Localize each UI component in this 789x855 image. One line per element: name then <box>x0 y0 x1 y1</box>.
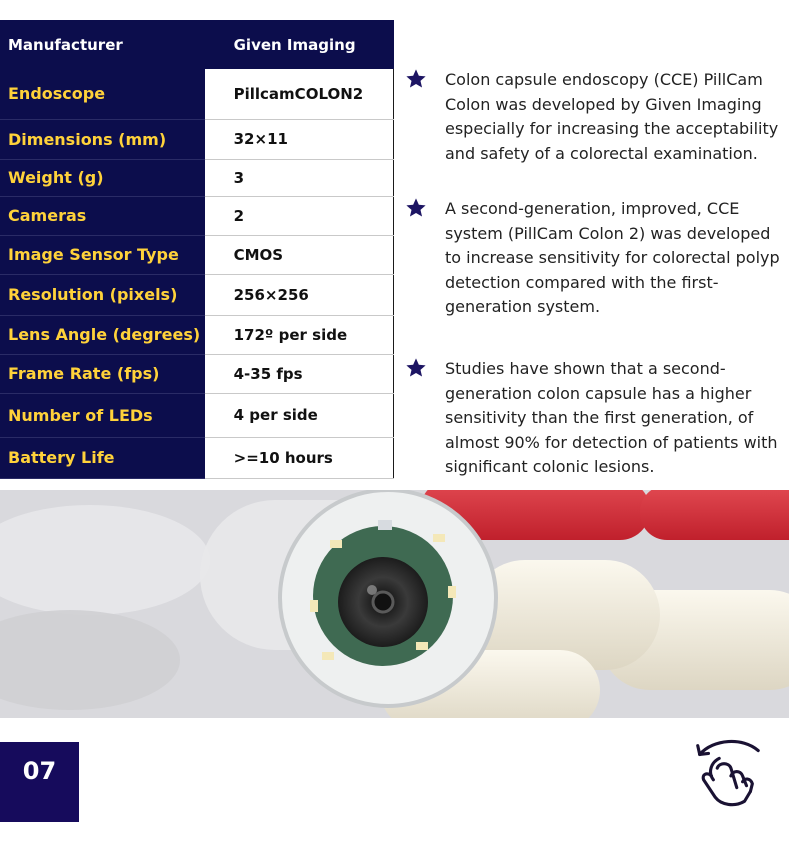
table-row <box>0 354 394 393</box>
star-icon <box>405 357 427 379</box>
table-row <box>0 196 394 235</box>
row-value: CMOS <box>205 235 394 274</box>
star-icon <box>405 197 427 219</box>
table-row <box>0 315 394 354</box>
bullet-text: A second-generation, improved, CCE system (PillCam Colon 2) was developed to increase sensitivity for colorectal polyp detection compared with the first-generation system. <box>445 199 780 317</box>
row-key: Image Sensor Type <box>0 235 205 274</box>
row-value: PillcamCOLON2 <box>205 69 394 119</box>
capsule-photo <box>0 490 789 718</box>
row-key: Weight (g) <box>0 159 205 196</box>
row-key: Number of LEDs <box>0 393 205 437</box>
table-row <box>0 159 394 196</box>
header-key: Manufacturer <box>0 20 205 69</box>
star-icon <box>405 68 427 90</box>
row-key: Resolution (pixels) <box>0 274 205 315</box>
table-row <box>0 274 394 315</box>
page-number-badge: 07 <box>0 742 79 822</box>
row-key: Battery Life <box>0 437 205 478</box>
spec-table <box>0 20 394 479</box>
row-value: 4-35 fps <box>205 354 394 393</box>
table-row <box>0 437 394 478</box>
table-row <box>0 69 394 119</box>
row-value: 2 <box>205 196 394 235</box>
row-key: Dimensions (mm) <box>0 119 205 159</box>
bullet-text: Studies have shown that a second-generation colon capsule has a higher sensitivity than the first generation, of almost 90% for detection of patients with significant colonic lesions. <box>445 359 778 477</box>
table-row <box>0 119 394 159</box>
row-value: 256×256 <box>205 274 394 315</box>
table-header-row <box>0 20 394 69</box>
table-row <box>0 393 394 437</box>
row-key: Cameras <box>0 196 205 235</box>
row-value: 4 per side <box>205 393 394 437</box>
row-value: 32×11 <box>205 119 394 159</box>
row-key: Endoscope <box>0 69 205 119</box>
row-key: Frame Rate (fps) <box>0 354 205 393</box>
bullet-text: Colon capsule endoscopy (CCE) PillCam Colon was developed by Given Imaging especially for increasing the acceptability and safety of a colorectal examination. <box>445 70 779 163</box>
row-value: 3 <box>205 159 394 196</box>
row-key: Lens Angle (degrees) <box>0 315 205 354</box>
table-row <box>0 235 394 274</box>
header-value: Given Imaging <box>205 20 394 69</box>
row-value: 172º per side <box>205 315 394 354</box>
row-value: >=10 hours <box>205 437 394 478</box>
swipe-hand-icon <box>688 733 766 811</box>
capsule-illustration <box>0 490 789 718</box>
